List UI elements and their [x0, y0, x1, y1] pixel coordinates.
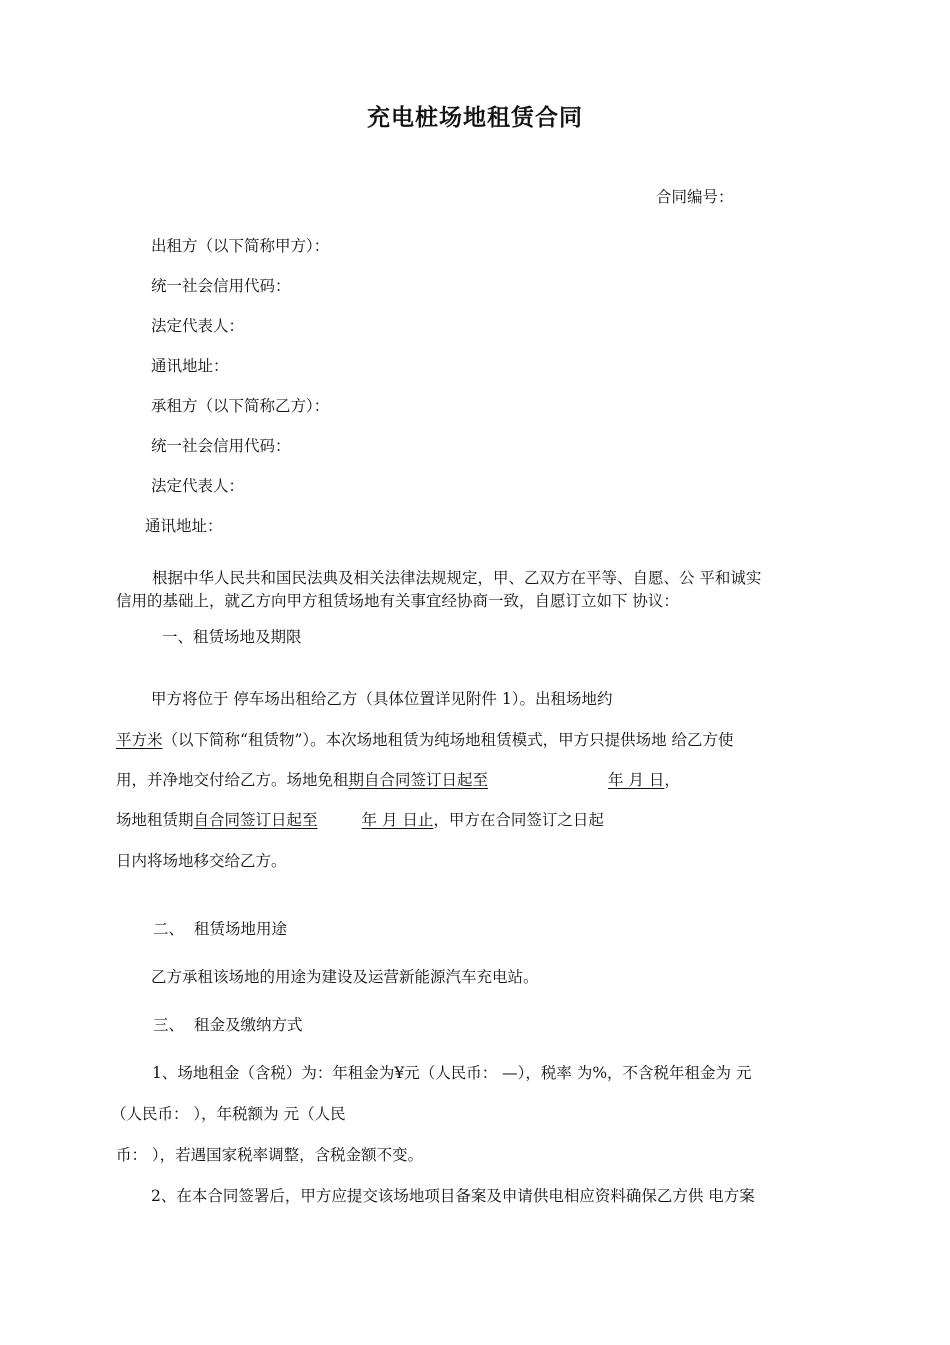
lessor-address-label: 通讯地址： [151, 357, 229, 375]
section-1-para-line-4 [116, 810, 604, 830]
section-3-heading [153, 1015, 303, 1035]
lessor-credit-code-label: 统一社会信用代码： [151, 277, 291, 295]
lessee-address-label: 通讯地址： [145, 517, 223, 535]
free-rent-tail: ， [664, 771, 680, 789]
section-1-para-line-1: 甲方将位于 停车场出租给乙方（具体位置详见附件 1）。出租场地约 [151, 690, 613, 708]
free-rent-period-underlined [349, 771, 665, 789]
lessor-label: 出租方（以下简称甲方）： [151, 237, 330, 255]
section-2-heading [153, 919, 287, 939]
section-3-number: 三、 [153, 1016, 185, 1034]
section-1-para-line-3 [116, 770, 680, 790]
section-3-title: 租金及缴纳方式 [194, 1016, 303, 1034]
section-1-para-line-2 [116, 730, 734, 750]
lease-period-rest: ，甲方在合同签订之日起 [433, 811, 604, 829]
lessor-legal-rep-label: 法定代表人： [151, 317, 245, 335]
area-unit-underlined: 平方米 [116, 731, 163, 749]
free-rent-lead: 用，并净地交付给乙方。场地免租 [116, 771, 349, 789]
free-rent-start: 期自合同签订日起至 [348, 771, 489, 789]
section-3-para-line-4: 2、在本合同签署后，甲方应提交该场地项目备案及申请供电相应资料确保乙方供 电方案 [151, 1187, 755, 1205]
lessee-credit-code-label: 统一社会信用代码： [151, 437, 291, 455]
section-2-title: 租赁场地用途 [194, 920, 288, 938]
document-title: 充电桩场地租赁合同 [367, 105, 583, 131]
contract-number-label: 合同编号： [656, 188, 734, 206]
section-1-heading: 一、租赁场地及期限 [162, 628, 302, 646]
section-1-para-line-2-text: （以下简称“租赁物”）。本次场地租赁为纯场地租赁模式，甲方只提供场地 给乙方使 [162, 731, 734, 749]
lease-period-underlined [194, 811, 434, 829]
section-1-para-line-5: 日内将场地移交给乙方。 [116, 852, 287, 870]
free-rent-end-date: 年 月 日 [608, 771, 665, 789]
lease-period-start: 自合同签订日起至 [193, 811, 318, 829]
lessee-legal-rep-label: 法定代表人： [151, 477, 245, 495]
lease-period-lead: 场地租赁期 [116, 811, 194, 829]
section-2-para: 乙方承租该场地的用途为建设及运营新能源汽车充电站。 [151, 968, 539, 986]
lessee-label: 承租方（以下简称乙方）： [151, 397, 330, 415]
section-3-para-line-2: （人民币： ），年税额为 元（人民 [111, 1105, 346, 1123]
section-2-number: 二、 [153, 920, 185, 938]
section-3-para-line-3: 币： ），若遇国家税率调整，含税金额不变。 [116, 1146, 424, 1164]
section-3-para-line-1: 1、场地租金（含税）为：年租金为¥元（人民币： —），税率 为%，不含税年租金为 元 [152, 1064, 752, 1082]
intro-line-2: 信用的基础上，就乙方向甲方租赁场地有关事宜经协商一致，自愿订立如下 协议： [116, 592, 679, 610]
intro-line-1: 根据中华人民共和国民法典及相关法律法规规定，甲、乙双方在平等、自愿、公 平和诚实 [152, 569, 762, 587]
lease-period-end-date: 年 月 日止 [361, 811, 434, 829]
